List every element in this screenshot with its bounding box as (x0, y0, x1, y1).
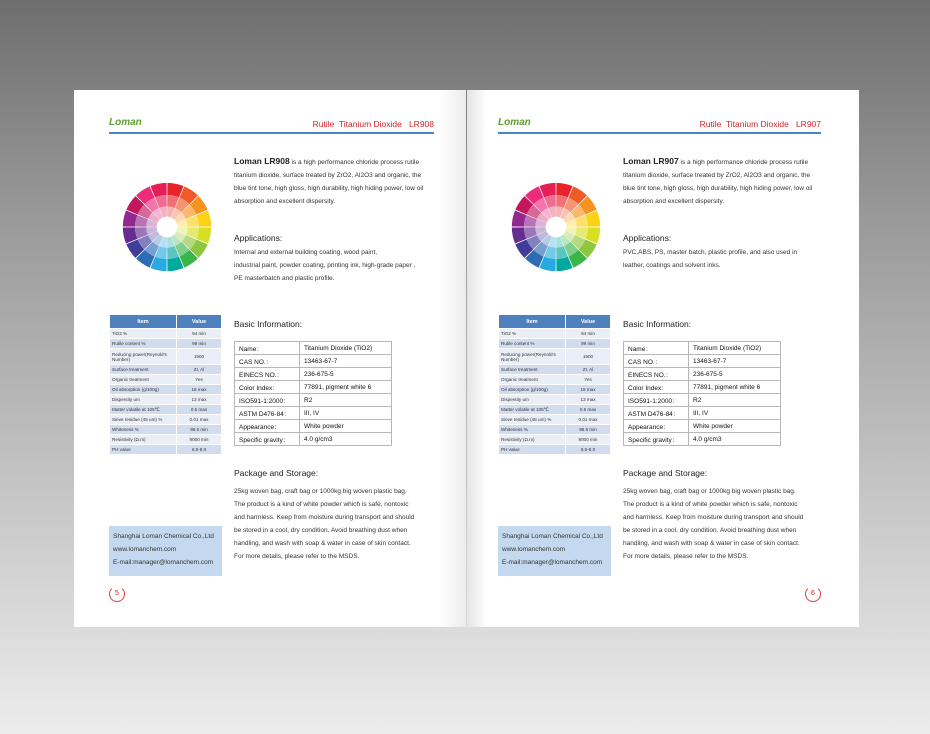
intro-line: titanium dioxide, surface treated by ZrO2, Al2O3 and organic, the (234, 172, 422, 179)
email-link[interactable]: E-mail:manager@lomanchem.com (502, 559, 603, 566)
info-value: 77891, pigment white 6 (300, 381, 392, 394)
table-row (499, 435, 611, 445)
info-key: EINECS NO.： (235, 368, 300, 381)
info-key: ASTM D476-84： (624, 407, 689, 420)
basic-info-table (623, 341, 781, 446)
contact-box (498, 526, 611, 576)
package-line: be stored in a cool, dry condition. Avoid breathing dust when (234, 527, 408, 534)
info-key: Specific gravity： (624, 433, 689, 446)
table-row (110, 405, 222, 415)
prop-name: Reducing power(Reynold's Number) (110, 349, 177, 365)
contact-box (109, 526, 222, 576)
prop-value: 94 min (177, 329, 222, 339)
info-key: ISO591-1:2000： (624, 394, 689, 407)
page-number: 5 (109, 586, 125, 602)
applications-heading: Applications: (623, 233, 672, 243)
info-key: Color Index： (235, 381, 300, 394)
info-key: Name： (235, 342, 300, 355)
prop-value: 99 min (177, 339, 222, 349)
info-key: ISO591-1:2000： (235, 394, 300, 407)
prop-value: 0.01 max (177, 415, 222, 425)
table-row (110, 365, 222, 375)
table-row (624, 420, 781, 433)
table-row (624, 355, 781, 368)
prop-name: Dispersity um (499, 395, 566, 405)
applications-text (234, 246, 434, 285)
column-header-value: Value (566, 315, 611, 329)
info-value: III, IV (689, 407, 781, 420)
prop-name: Sieve residue (45 um) % (110, 415, 177, 425)
table-row (235, 433, 392, 446)
package-line: handling, and wash with soap & water in case of skin contact. (623, 540, 800, 547)
prop-name: Oil absorption (g/100g) (110, 385, 177, 395)
info-key: Specific gravity： (235, 433, 300, 446)
info-value: 13463-67-7 (300, 355, 392, 368)
page-left (74, 90, 466, 627)
prop-value: 9000 min (177, 435, 222, 445)
prop-name: Surface treatment (110, 365, 177, 375)
applications-line: PVC,ABS, PS, master batch, plastic profile, and also used in (623, 249, 798, 256)
table-row (110, 445, 222, 455)
prop-name: PH value (499, 445, 566, 455)
prop-value: 0.01 max (566, 415, 611, 425)
prop-name: TiO2 % (110, 329, 177, 339)
prop-name: Organic treatment (110, 375, 177, 385)
prop-value: Yes (566, 375, 611, 385)
package-line: 25kg woven bag, craft bag or 1000kg big woven plastic bag. (234, 488, 407, 495)
prop-name: Matter volatile at 105℃ (499, 405, 566, 415)
package-text (623, 485, 828, 563)
info-value: 13463-67-7 (689, 355, 781, 368)
table-row (499, 339, 611, 349)
info-key: CAS NO.： (235, 355, 300, 368)
table-row (110, 415, 222, 425)
prop-value: 16 max (177, 385, 222, 395)
table-row (499, 349, 611, 365)
table-row (499, 405, 611, 415)
package-line: The product is a kind of white powder which is safe, nontoxic (234, 501, 409, 508)
header-title: Rutile Titanium Dioxide LR908 (312, 119, 434, 129)
prop-name: Oil absorption (g/100g) (499, 385, 566, 395)
prop-name: PH value (110, 445, 177, 455)
info-value: R2 (689, 394, 781, 407)
table-row (110, 435, 222, 445)
table-row (110, 425, 222, 435)
info-value: III, IV (300, 407, 392, 420)
info-value: 4.0 g/cm3 (300, 433, 392, 446)
prop-name: Rutile content % (110, 339, 177, 349)
prop-name: Whiteness % (499, 425, 566, 435)
column-header-item: Item (499, 315, 566, 329)
prop-name: TiO2 % (499, 329, 566, 339)
table-header-row (110, 315, 222, 329)
company-name: Shanghai Loman Chemical Co.,Ltd (113, 533, 214, 540)
column-header-value: Value (177, 315, 222, 329)
page-header (109, 116, 434, 134)
page-header (498, 116, 821, 134)
prop-value: 94 min (566, 329, 611, 339)
package-heading: Package and Storage: (623, 468, 708, 478)
info-value: White powder (300, 420, 392, 433)
prop-value: 98.5 min (566, 425, 611, 435)
info-key: EINECS NO.： (624, 368, 689, 381)
info-value: Titanium Dioxide (TiO2) (300, 342, 392, 355)
applications-line: industrial paint, powder coating, printing ink, high-grade paper , (234, 262, 416, 269)
website-link[interactable]: www.lomanchem.com (113, 546, 177, 553)
info-key: Color Index： (624, 381, 689, 394)
table-row (624, 368, 781, 381)
color-wheel-center (157, 217, 178, 238)
package-text (234, 485, 439, 563)
applications-line: PE masterbatch and plastic profile. (234, 275, 335, 282)
header-title: Rutile Titanium Dioxide LR907 (699, 119, 821, 129)
info-value: 77891, pigment white 6 (689, 381, 781, 394)
package-heading: Package and Storage: (234, 468, 319, 478)
package-line: and harmless. Keep from moisture during transport and should (623, 514, 804, 521)
prop-value: Zr, Al (177, 365, 222, 375)
prop-value: 13 max (566, 395, 611, 405)
table-row (235, 355, 392, 368)
package-line: For more details, please refer to the MSDS. (234, 553, 360, 560)
company-name: Shanghai Loman Chemical Co.,Ltd (502, 533, 603, 540)
prop-value: Yes (177, 375, 222, 385)
table-row (110, 395, 222, 405)
prop-name: Organic treatment (499, 375, 566, 385)
info-key: Appearance： (235, 420, 300, 433)
prop-value: Zr, Al (566, 365, 611, 375)
table-row (624, 342, 781, 355)
table-row (235, 407, 392, 420)
info-key: ASTM D476-84： (235, 407, 300, 420)
prop-name: Reducing power(Reynold's Number) (499, 349, 566, 365)
table-row (499, 385, 611, 395)
info-value: Titanium Dioxide (TiO2) (689, 342, 781, 355)
page-right (467, 90, 859, 627)
intro-line: absorption and excellent dispersity. (623, 198, 725, 205)
intro-line: absorption and excellent dispersity. (234, 198, 336, 205)
basic-info-heading: Basic Information: (234, 319, 303, 329)
applications-heading: Applications: (234, 233, 283, 243)
table-row (499, 415, 611, 425)
info-value: R2 (300, 394, 392, 407)
table-row (624, 407, 781, 420)
table-header-row (499, 315, 611, 329)
prop-name: Dispersity um (110, 395, 177, 405)
product-name: Loman LR907 (623, 156, 679, 166)
brand-logo: Loman (109, 117, 142, 128)
applications-text (623, 246, 823, 272)
package-line: 25kg woven bag, craft bag or 1000kg big woven plastic bag. (623, 488, 796, 495)
table-row (235, 368, 392, 381)
table-row (110, 349, 222, 365)
brochure-spread (74, 90, 859, 627)
package-line: handling, and wash with soap & water in case of skin contact. (234, 540, 411, 547)
table-row (499, 375, 611, 385)
prop-value: 1900 (177, 349, 222, 365)
intro-paragraph (234, 155, 429, 208)
basic-info-table (234, 341, 392, 446)
intro-line: is a high performance chloride process rutile (678, 159, 809, 166)
package-line: The product is a kind of white powder which is safe, nontoxic (623, 501, 798, 508)
package-line: be stored in a cool, dry condition. Avoid breathing dust when (623, 527, 797, 534)
info-key: Name： (624, 342, 689, 355)
properties-table (109, 314, 222, 455)
prop-name: Matter volatile at 105℃ (110, 405, 177, 415)
table-row (624, 433, 781, 446)
intro-line: is a high performance chloride process rutile (289, 159, 420, 166)
info-key: Appearance： (624, 420, 689, 433)
intro-line: blue tint tone, high gloss, high durability, high hiding power, low oil (623, 185, 813, 192)
table-row (235, 342, 392, 355)
info-value: 236-675-5 (300, 368, 392, 381)
properties-table (498, 314, 611, 455)
prop-value: 1900 (566, 349, 611, 365)
prop-name: Resistivity (Ω.m) (499, 435, 566, 445)
prop-name: Whiteness % (110, 425, 177, 435)
prop-value: 13 max (177, 395, 222, 405)
brand-logo: Loman (498, 117, 531, 128)
table-row (235, 394, 392, 407)
color-wheel-icon (120, 180, 214, 274)
prop-value: 6.5-8.0 (177, 445, 222, 455)
email-link[interactable]: E-mail:manager@lomanchem.com (113, 559, 214, 566)
color-wheel-center (546, 217, 567, 238)
color-wheel-icon (509, 180, 603, 274)
column-header-item: Item (110, 315, 177, 329)
table-row (235, 381, 392, 394)
package-line: For more details, please refer to the MSDS. (623, 553, 749, 560)
table-row (624, 394, 781, 407)
table-row (499, 445, 611, 455)
prop-name: Rutile content % (499, 339, 566, 349)
prop-value: 99 min (566, 339, 611, 349)
intro-paragraph (623, 155, 818, 208)
basic-info-heading: Basic Information: (623, 319, 692, 329)
prop-name: Sieve residue (45 um) % (499, 415, 566, 425)
prop-name: Resistivity (Ω.m) (110, 435, 177, 445)
page-number: 6 (805, 586, 821, 602)
intro-line: titanium dioxide, surface treated by ZrO2, Al2O3 and organic, the (623, 172, 811, 179)
table-row (624, 381, 781, 394)
prop-value: 16 max (566, 385, 611, 395)
intro-line: blue tint tone, high gloss, high durability, high hiding power, low oil (234, 185, 424, 192)
package-line: and harmless. Keep from moisture during transport and should (234, 514, 415, 521)
table-row (499, 395, 611, 405)
applications-line: leather, coatings and solvent inks. (623, 262, 721, 269)
info-key: CAS NO.： (624, 355, 689, 368)
info-value: 4.0 g/cm3 (689, 433, 781, 446)
prop-value: 98.5 min (177, 425, 222, 435)
applications-line: Internal and external building coating, wood paint, (234, 249, 378, 256)
table-row (499, 425, 611, 435)
info-value: 236-675-5 (689, 368, 781, 381)
product-name: Loman LR908 (234, 156, 290, 166)
info-value: White powder (689, 420, 781, 433)
table-row (499, 365, 611, 375)
table-row (499, 329, 611, 339)
prop-name: Surface treatment (499, 365, 566, 375)
prop-value: 0.5 max (566, 405, 611, 415)
table-row (110, 339, 222, 349)
table-row (110, 375, 222, 385)
prop-value: 6.5-8.0 (566, 445, 611, 455)
table-row (110, 385, 222, 395)
table-row (235, 420, 392, 433)
table-row (110, 329, 222, 339)
website-link[interactable]: www.lomanchem.com (502, 546, 566, 553)
prop-value: 9000 min (566, 435, 611, 445)
prop-value: 0.5 max (177, 405, 222, 415)
